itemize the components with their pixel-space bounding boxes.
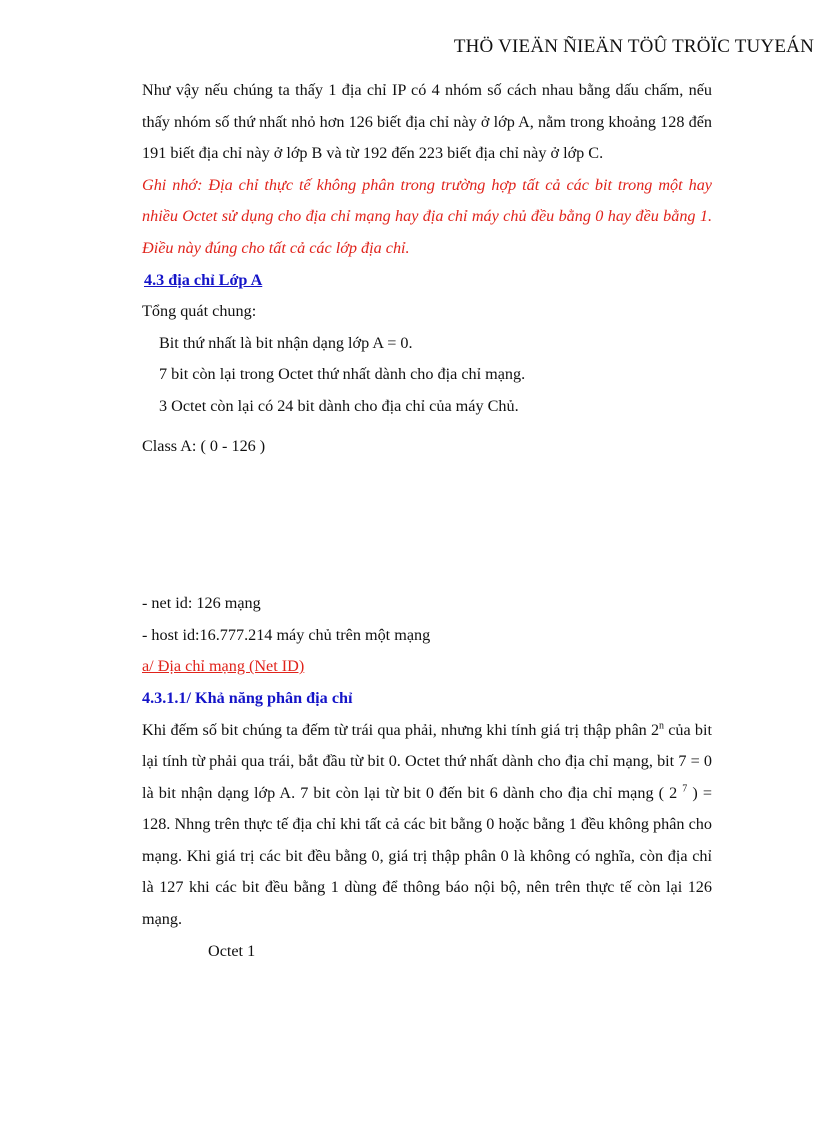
blank-figure-space (142, 462, 712, 588)
superscript-7: 7 (682, 783, 688, 795)
class-range: Class A: ( 0 - 126 ) (142, 436, 266, 455)
subsection-heading: 4.3.1.1/ Khả năng phân địa chỉ (142, 688, 353, 707)
overview-label: Tổng quát chung: (142, 302, 257, 321)
note-paragraph: Ghi nhớ: Địa chỉ thực tế không phân trong trường hợp tất cả các bit trong một hay nhiều Octet sử dụng cho địa chỉ mạng hay địa chỉ máy chủ đều bằng 0 hay đều bằng 1. Điều này đúng cho tất cả các lớp địa chỉ. (142, 175, 712, 257)
point-1: Bit thứ nhất là bit nhận dạng lớp A = 0. (159, 333, 413, 352)
page-header: THÖ VIEÄN ÑIEÄN TÖÛ TRÖÏC TUYEÁN (453, 36, 814, 57)
document-body (142, 75, 712, 967)
para-part-2: của bit lại tính từ phải qua trái, bắt đầu từ bit 0. Octet thứ nhất dành cho địa chỉ mạng, bit 7 = 0 là bit nhận dạng lớp A. 7 bit còn lại từ bit 0 đến bit 6 dành cho địa chỉ mạng ( 2 (142, 720, 712, 802)
octet-label: Octet 1 (208, 941, 256, 960)
para-part-1: Khi đếm số bit chúng ta đếm từ trái qua phải, nhưng khi tính giá trị thập phân 2 (142, 720, 660, 739)
subsection-paragraph (142, 715, 712, 936)
section-title-class-a: 4.3 địa chỉ Lớp A (144, 270, 263, 289)
para-part-3: ) = 128. Nhng trên thực tế địa chỉ khi tất cả các bit bằng 0 hoặc bằng 1 đều không phân cho mạng. Khi giá trị các bit đều bằng 0, giá trị thập phân 0 là không có nghĩa, còn địa chỉ là 127 khi các bit đều bằng 1 dùng để thông báo nội bộ, nên trên thực tế còn lại 126 mạng. (142, 783, 712, 929)
point-3: 3 Octet còn lại có 24 bit dành cho địa chỉ của máy Chủ. (159, 396, 519, 415)
net-id-link[interactable]: a/ Địa chỉ mạng (Net ID) (142, 657, 305, 676)
superscript-n: n (659, 720, 665, 732)
host-id-line: - host id:16.777.214 máy chủ trên một mạng (142, 625, 431, 644)
net-id-line: - net id: 126 mạng (142, 594, 261, 613)
point-2: 7 bit còn lại trong Octet thứ nhất dành cho địa chỉ mạng. (159, 365, 526, 384)
intro-paragraph: Như vậy nếu chúng ta thấy 1 địa chỉ IP có 4 nhóm số cách nhau bằng dấu chấm, nếu thấy nhóm số thứ nhất nhỏ hơn 126 biết địa chỉ này ở lớp A, nằm trong khoảng 128 đến 191 biết địa chỉ này ở lớp B và từ 192 đến 223 biết địa chỉ này ở lớp C. (142, 81, 712, 163)
